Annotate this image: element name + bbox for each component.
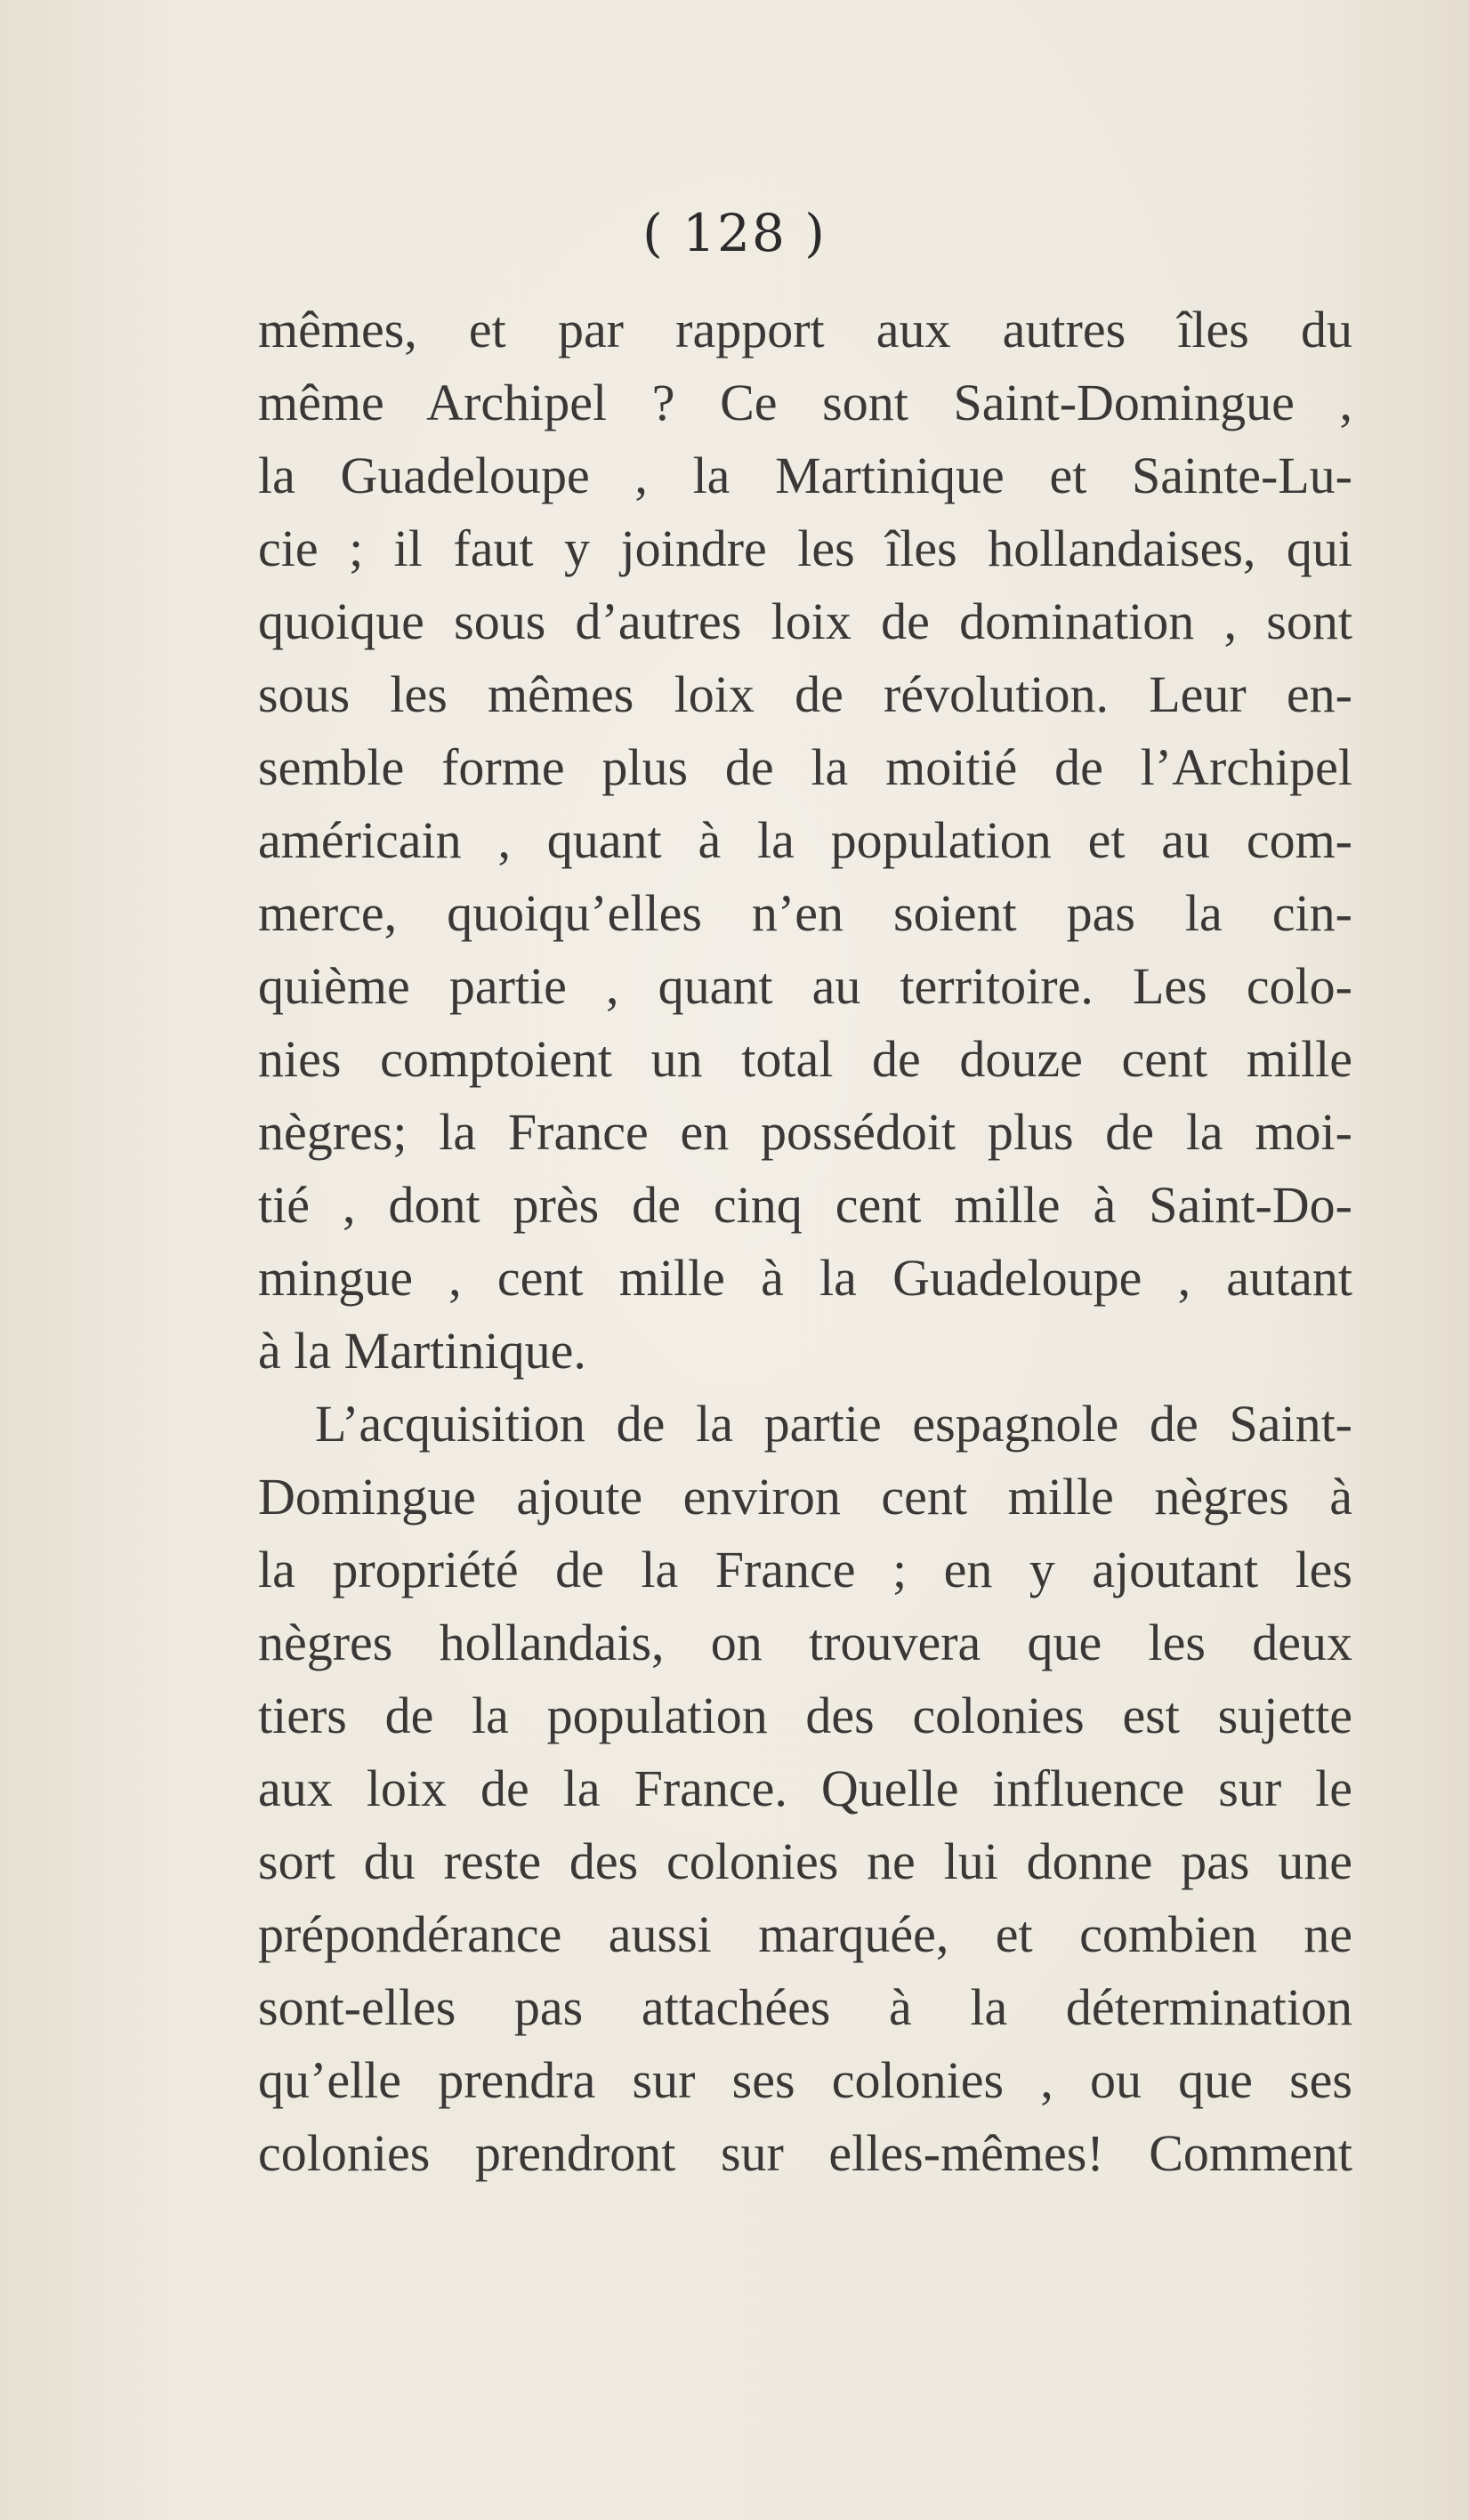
- text-line: merce, quoiqu’elles n’en soient pas la cin-: [258, 884, 1352, 942]
- page-number: ( 128 ): [642, 203, 827, 263]
- text-line: colonies prendront sur elles-mêmes! Comment: [258, 2124, 1352, 2182]
- text-line: mingue , cent mille à la Guadeloupe , autant: [258, 1249, 1352, 1307]
- text-line: la propriété de la France ; en y ajoutant les: [258, 1541, 1352, 1598]
- text-line: à la Martinique.: [258, 1322, 586, 1380]
- text-line: quième partie , quant au territoire. Les colo-: [258, 957, 1352, 1015]
- text-line: la Guadeloupe , la Martinique et Sainte-Lu-: [258, 447, 1352, 504]
- text-line: même Archipel ? Ce sont Saint-Domingue ,: [258, 374, 1352, 431]
- text-line: nègres hollandais, on trouvera que les deux: [258, 1614, 1352, 1671]
- text-line: cie ; il faut y joindre les îles hollandaises, qui: [258, 519, 1352, 577]
- text-line: nègres; la France en possédoit plus de la moi-: [258, 1103, 1352, 1161]
- text-line: tiers de la population des colonies est sujette: [258, 1687, 1352, 1744]
- text-line: aux loix de la France. Quelle influence sur le: [258, 1759, 1352, 1817]
- text-line: sont-elles pas attachées à la détermination: [258, 1978, 1352, 2036]
- text-line: semble forme plus de la moitié de l’Archipel: [258, 738, 1352, 796]
- body-text: [258, 294, 1352, 2190]
- text-line: qu’elle prendra sur ses colonies , ou que ses: [258, 2051, 1352, 2109]
- text-line: quoique sous d’autres loix de domination , sont: [258, 592, 1352, 650]
- text-line: mêmes, et par rapport aux autres îles du: [258, 301, 1352, 358]
- text-line: sous les mêmes loix de révolution. Leur en-: [258, 665, 1352, 723]
- text-line: sort du reste des colonies ne lui donne pas une: [258, 1832, 1352, 1890]
- paragraph-1: [258, 294, 1352, 1388]
- text-line: L’acquisition de la partie espagnole de Saint-: [315, 1395, 1352, 1453]
- text-line: prépondérance aussi marquée, et combien ne: [258, 1905, 1352, 1963]
- text-line: américain , quant à la population et au com-: [258, 811, 1352, 869]
- text-line: nies comptoient un total de douze cent mille: [258, 1030, 1352, 1088]
- text-line: Domingue ajoute environ cent mille nègres à: [258, 1468, 1352, 1526]
- text-line: tié , dont près de cinq cent mille à Saint-Do-: [258, 1176, 1352, 1234]
- paragraph-2: [258, 1388, 1352, 2190]
